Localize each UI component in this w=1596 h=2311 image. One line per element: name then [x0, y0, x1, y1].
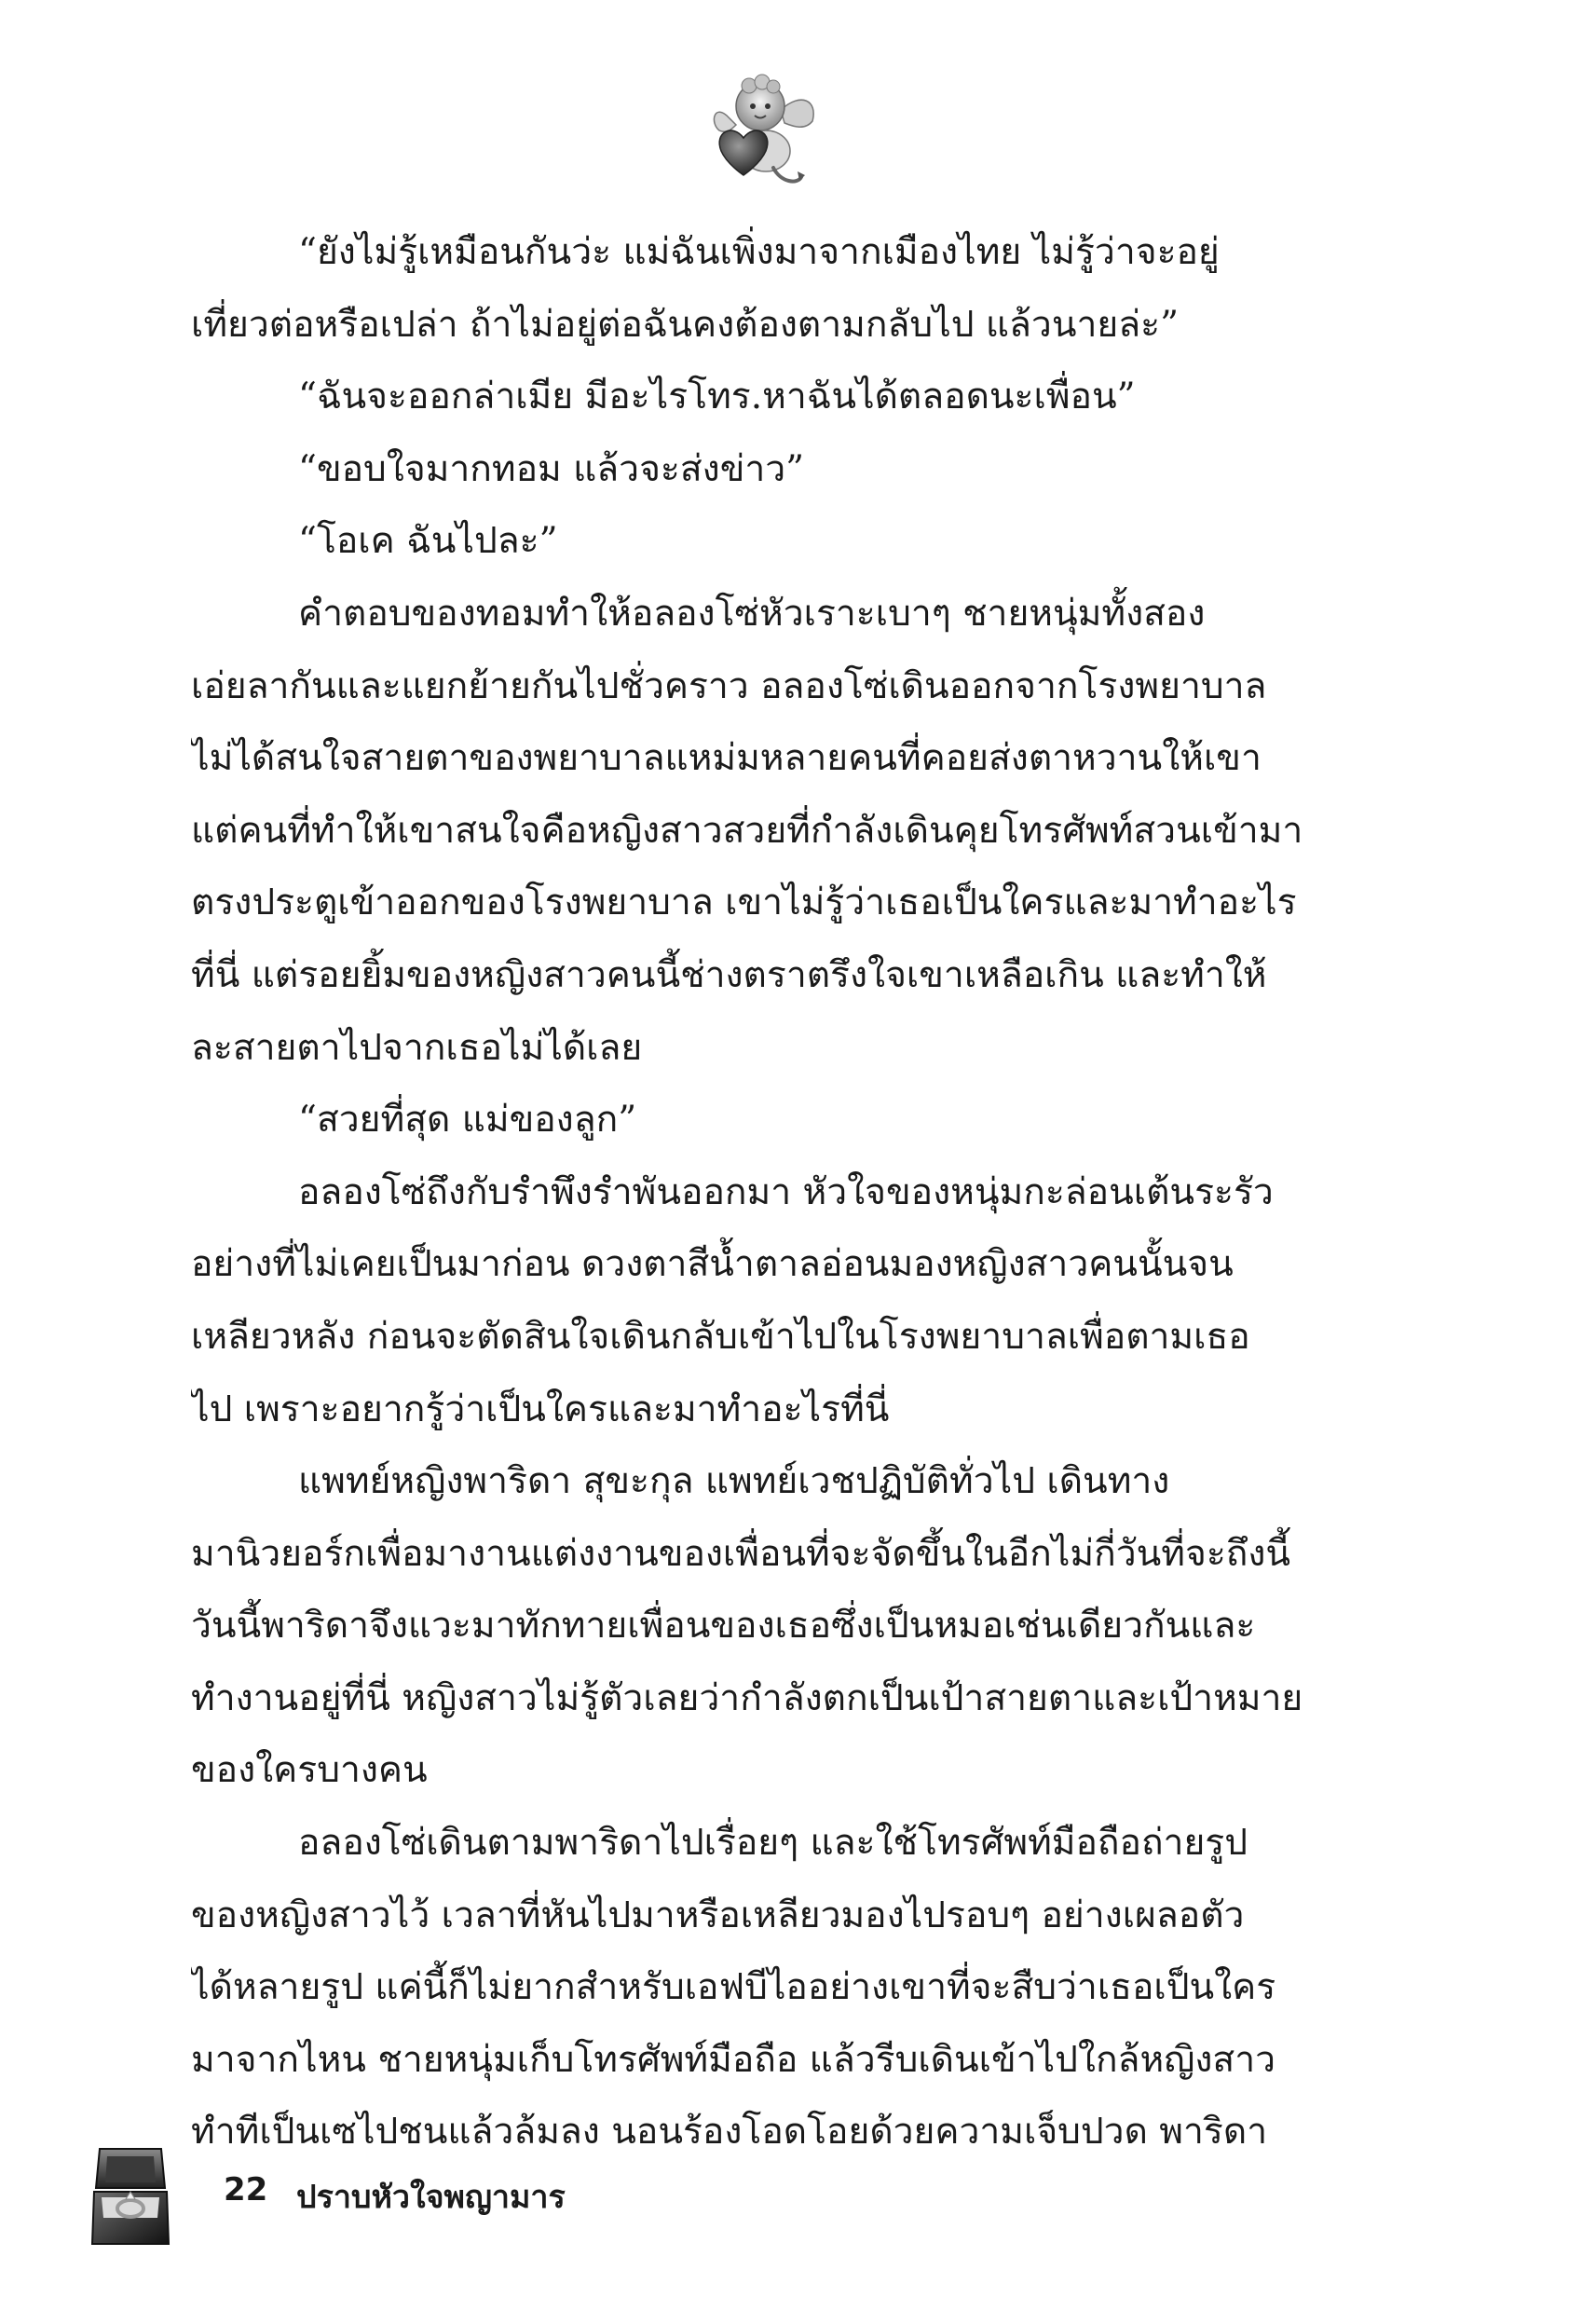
text-line: คำตอบของทอมทำให้อลองโซ่หัวเราะเบาๆ ชายหนุ่มทั้งสอง	[298, 592, 1206, 635]
text-line: ทำงานอยู่ที่นี่ หญิงสาวไม่รู้ตัวเลยว่ากำลังตกเป็นเป้าสายตาและเป้าหมาย	[191, 1676, 1303, 1719]
text-line: เที่ยวต่อหรือเปล่า ถ้าไม่อยู่ต่อฉันคงต้องตามกลับไป แล้วนายล่ะ”	[191, 303, 1180, 346]
text-line: “ยังไม่รู้เหมือนกันว่ะ แม่ฉันเพิ่งมาจากเมืองไทย ไม่รู้ว่าจะอยู่	[298, 231, 1220, 273]
text-line: ได้หลายรูป แค่นี้ก็ไม่ยากสำหรับเอฟบีไออย่างเขาที่จะสืบว่าเธอเป็นใคร	[191, 1966, 1276, 2009]
text-line: ไม่ได้สนใจสายตาของพยาบาลแหม่มหลายคนที่คอยส่งตาหวานให้เขา	[191, 737, 1262, 780]
text-line: “โอเค ฉันไปละ”	[298, 520, 558, 563]
text-line: ตรงประตูเข้าออกของโรงพยาบาล เขาไม่รู้ว่าเธอเป็นใครและมาทำอะไร	[191, 882, 1297, 924]
text-line: ของใครบางคน	[191, 1749, 428, 1792]
text-line: แพทย์หญิงพาริดา สุขะกุล แพทย์เวชปฏิบัติทั่วไป เดินทาง	[298, 1460, 1170, 1503]
text-line: มาจากไหน ชายหนุ่มเก็บโทรศัพท์มือถือ แล้วรีบเดินเข้าไปใกล้หญิงสาว	[191, 2038, 1276, 2081]
text-line: อย่างที่ไม่เคยเป็นมาก่อน ดวงตาสีน้ำตาลอ่อนมองหญิงสาวคนนั้นจน	[191, 1243, 1234, 1286]
text-line: เอ่ยลากันและแยกย้ายกันไปชั่วคราว อลองโซ่เดินออกจากโรงพยาบาล	[191, 664, 1267, 707]
page-number: 22	[224, 2171, 268, 2208]
text-line: มานิวยอร์กเพื่อมางานแต่งงานของเพื่อนที่จะจัดขึ้นในอีกไม่กี่วันที่จะถึงนี้	[191, 1532, 1291, 1575]
text-line: ทำทีเป็นเซไปชนแล้วล้มลง นอนร้องโอดโอยด้วยความเจ็บปวด พาริดา	[191, 2111, 1268, 2154]
text-line: ละสายตาไปจากเธอไม่ได้เลย	[191, 1026, 643, 1069]
text-line: ที่นี่ แต่รอยยิ้มของหญิงสาวคนนี้ช่างตราตรึงใจเขาเหลือเกิน และทำให้	[191, 953, 1267, 996]
text-line: แต่คนที่ทำให้เขาสนใจคือหญิงสาวสวยที่กำลังเดินคุยโทรศัพท์สวนเข้ามา	[191, 809, 1303, 852]
text-line: วันนี้พาริดาจึงแวะมาทักทายเพื่อนของเธอซึ่งเป็นหมอเช่นเดียวกันและ	[191, 1605, 1256, 1648]
book-title: ปราบหัวใจพญามาร	[296, 2179, 566, 2216]
ring-box-icon	[89, 2143, 172, 2250]
text-line: “สวยที่สุด แม่ของลูก”	[298, 1099, 637, 1142]
text-line: อลองโซ่เดินตามพาริดาไปเรื่อยๆ และใช้โทรศัพท์มือถือถ่ายรูป	[298, 1822, 1248, 1865]
body-text	[191, 216, 1323, 2168]
text-line: “ฉันจะออกล่าเมีย มีอะไรโทร.หาฉันได้ตลอดนะเพื่อน”	[298, 376, 1136, 418]
text-line: อลองโซ่ถึงกับรำพึงรำพันออกมา หัวใจของหนุ่มกะล่อนเต้นระรัว	[298, 1170, 1274, 1213]
cupid-holding-heart-icon	[708, 73, 820, 194]
text-line: เหลียวหลัง ก่อนจะตัดสินใจเดินกลับเข้าไปในโรงพยาบาลเพื่อตามเธอ	[191, 1315, 1250, 1358]
text-line: ของหญิงสาวไว้ เวลาที่หันไปมาหรือเหลียวมองไปรอบๆ อย่างเผลอตัว	[191, 1894, 1245, 1936]
text-line: ไป เพราะอยากรู้ว่าเป็นใครและมาทำอะไรที่นี่	[191, 1388, 890, 1430]
text-line: “ขอบใจมากทอม แล้วจะส่งข่าว”	[298, 447, 805, 490]
